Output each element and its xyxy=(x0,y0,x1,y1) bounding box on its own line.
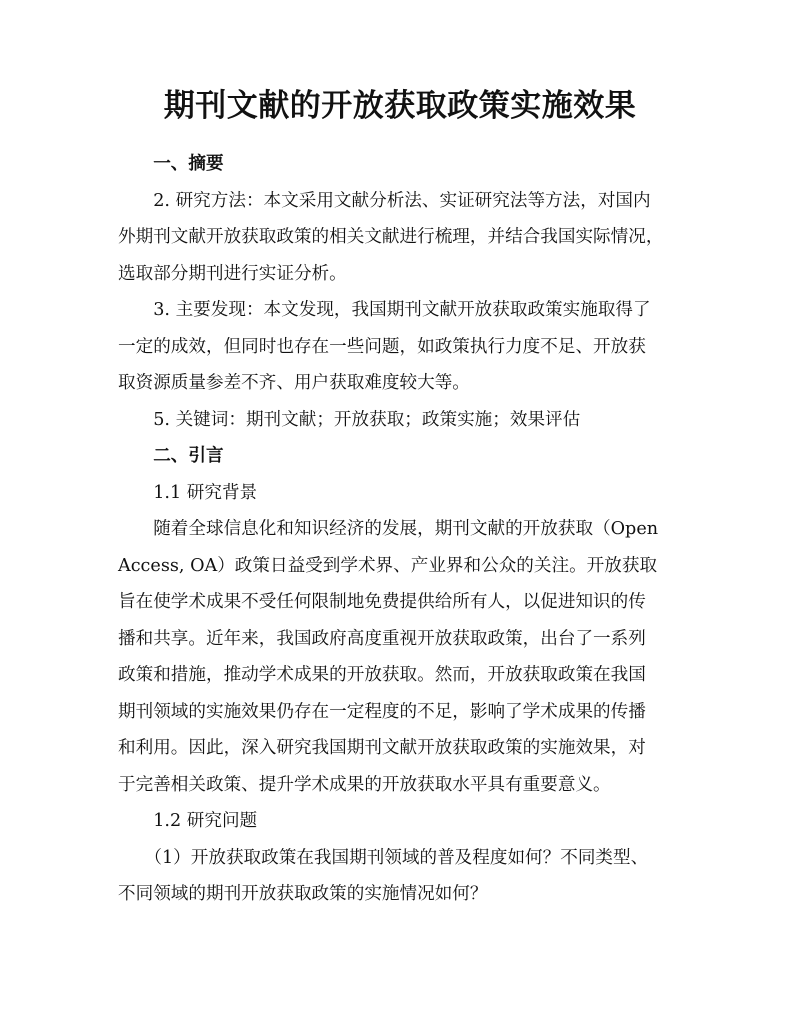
text-line: （1）开放获取政策在我国期刊领域的普及程度如何？不同类型、 xyxy=(144,847,649,868)
text-line: 于完善相关政策、提升学术成果的开放获取水平具有重要意义。 xyxy=(118,774,611,795)
text-line: 随着全球信息化和知识经济的发展，期刊文献的开放获取（Open xyxy=(153,519,659,539)
subsection-heading-background: 1.1 研究背景 xyxy=(153,482,258,503)
paragraph-keywords: 5. 关键词：期刊文献；开放获取；政策实施；效果评估 xyxy=(153,409,581,430)
subsection-heading-research-questions: 1.2 研究问题 xyxy=(153,811,258,831)
text-line: 旨在使学术成果不受任何限制地免费提供给所有人，以促进知识的传 xyxy=(118,592,646,612)
text-line: 外期刊文献开放获取政策的相关文献进行梳理，并结合我国实际情况， xyxy=(118,227,664,247)
text-line: 政策和措施，推动学术成果的开放获取。然而，开放获取政策在我国 xyxy=(118,665,646,685)
paragraph-findings xyxy=(118,292,678,402)
section-heading-introduction: 二、引言 xyxy=(153,446,224,466)
text-line: 不同领域的期刊开放获取政策的实施情况如何？ xyxy=(118,884,488,904)
document-title: 期刊文献的开放获取政策实施效果 xyxy=(163,88,637,124)
text-line: 播和共享。近年来，我国政府高度重视开放获取政策，出台了一系列 xyxy=(118,628,646,649)
section-heading-abstract: 一、摘要 xyxy=(153,154,224,174)
text-line: 2. 研究方法：本文采用文献分析法、实证研究法等方法，对国内 xyxy=(153,190,651,211)
text-line: 取资源质量参差不齐、用户获取难度较大等。 xyxy=(118,373,470,393)
text-line: Access, OA）政策日益受到学术界、产业界和公众的关注。开放获取 xyxy=(118,555,658,576)
text-line: 选取部分期刊进行实证分析。 xyxy=(118,263,347,284)
document-body xyxy=(118,146,678,913)
paragraph-background xyxy=(118,511,678,803)
text-line: 一定的成效，但同时也存在一些问题，如政策执行力度不足、开放获 xyxy=(118,336,646,357)
paragraph-methods xyxy=(118,183,678,293)
text-line: 和利用。因此，深入研究我国期刊文献开放获取政策的实施效果，对 xyxy=(118,738,646,758)
text-line: 期刊领域的实施效果仍存在一定程度的不足，影响了学术成果的传播 xyxy=(118,701,646,722)
paragraph-question-1 xyxy=(118,840,678,913)
text-line: 3. 主要发现：本文发现，我国期刊文献开放获取政策实施取得了 xyxy=(153,300,651,320)
